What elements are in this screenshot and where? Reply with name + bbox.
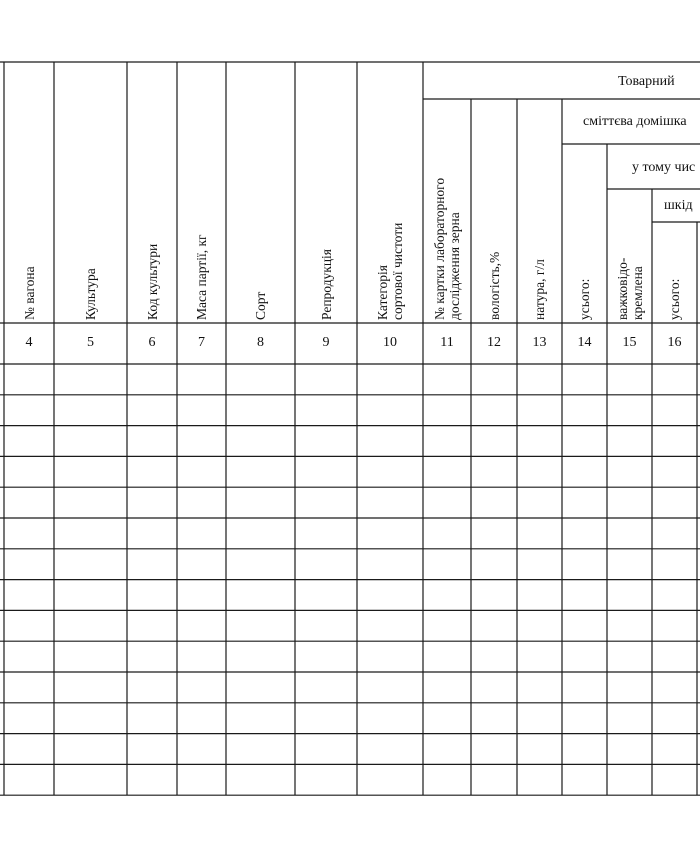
column-number-15: 15 [622,335,637,350]
table-cell[interactable] [562,672,607,703]
table-cell[interactable] [4,518,54,549]
table-cell[interactable] [226,518,295,549]
table-cell[interactable] [295,364,357,395]
column-number-10: 10 [383,335,397,350]
column-number-7: 7 [198,335,205,350]
table-cell[interactable] [295,641,357,672]
table-cell[interactable] [652,610,697,641]
table-cell[interactable] [295,487,357,518]
table-cell[interactable] [357,456,423,487]
table-cell[interactable] [607,764,652,795]
table-cell[interactable] [295,734,357,765]
table-cell[interactable] [357,734,423,765]
table-cell[interactable] [607,518,652,549]
table-cell[interactable] [54,518,127,549]
table-cell[interactable] [471,518,517,549]
table-cell[interactable] [177,641,226,672]
table-cell[interactable] [127,456,177,487]
column-header-10: Категорія сортової чистоти [375,222,405,320]
table-cell[interactable] [177,610,226,641]
column-header-4: № вагона [21,266,37,320]
table-cell[interactable] [127,426,177,457]
table-cell[interactable] [562,734,607,765]
column-header-7: Маса партії, кг [194,234,209,320]
table-cell[interactable] [357,641,423,672]
table-cell[interactable] [652,518,697,549]
table-cell[interactable] [562,487,607,518]
column-number-13: 13 [532,335,547,350]
column-header-11: № картки лабораторного дослідження зерна [432,177,462,320]
table-cell[interactable] [4,703,54,734]
table-cell[interactable] [295,395,357,426]
table-cell[interactable] [607,580,652,611]
table-cell[interactable] [517,703,562,734]
column-number-5: 5 [87,335,94,350]
table-cell[interactable] [127,703,177,734]
table-cell[interactable] [54,426,127,457]
table-cell[interactable] [54,672,127,703]
table-cell[interactable] [652,395,697,426]
table-cell[interactable] [423,764,471,795]
table-cell[interactable] [177,734,226,765]
table-cell[interactable] [652,703,697,734]
table-cell[interactable] [562,518,607,549]
table-cell[interactable] [226,703,295,734]
table-cell[interactable] [127,672,177,703]
table-cell[interactable] [607,672,652,703]
table-cell[interactable] [357,426,423,457]
column-header-12: вологість,% [486,251,502,320]
table-cell[interactable] [423,364,471,395]
table-cell[interactable] [423,549,471,580]
table-cell[interactable] [471,580,517,611]
table-cell[interactable] [517,549,562,580]
header-u-tomu-chysli: у тому чис [632,160,696,175]
table-cell[interactable] [54,580,127,611]
table-cell[interactable] [562,426,607,457]
table-cell[interactable] [423,456,471,487]
table-cell[interactable] [357,487,423,518]
table-cell[interactable] [471,456,517,487]
table-cell[interactable] [54,703,127,734]
table-cell[interactable] [4,364,54,395]
table-cell[interactable] [4,549,54,580]
table-cell[interactable] [127,580,177,611]
table-cell[interactable] [177,518,226,549]
column-number-8: 8 [257,335,264,350]
table-cell[interactable] [652,734,697,765]
table-cell[interactable] [562,610,607,641]
table-cell[interactable] [4,672,54,703]
table-cell[interactable] [4,487,54,518]
table-cell[interactable] [226,580,295,611]
table-cell[interactable] [471,549,517,580]
table-cell[interactable] [607,364,652,395]
table-cell[interactable] [607,549,652,580]
column-number-6: 6 [148,335,156,350]
column-number-16: 16 [667,335,682,350]
table-cell[interactable] [652,364,697,395]
table-cell[interactable] [562,364,607,395]
column-header-6: Код культури [144,243,160,320]
table-cell[interactable] [652,672,697,703]
table-cell[interactable] [652,641,697,672]
table-cell[interactable] [127,487,177,518]
table-cell[interactable] [423,641,471,672]
column-header-9: Репродукція [318,248,334,320]
table-cell[interactable] [177,456,226,487]
table-cell[interactable] [226,734,295,765]
table-cell[interactable] [652,487,697,518]
table-cell[interactable] [471,610,517,641]
table-cell[interactable] [54,395,127,426]
table-cell[interactable] [54,364,127,395]
table-cell[interactable] [607,641,652,672]
table-cell[interactable] [607,456,652,487]
table-cell[interactable] [517,672,562,703]
table-cell[interactable] [607,487,652,518]
table-cell[interactable] [4,395,54,426]
table-cell[interactable] [652,764,697,795]
table-cell[interactable] [357,518,423,549]
table-cell[interactable] [127,641,177,672]
table-cell[interactable] [127,734,177,765]
table-cell[interactable] [562,395,607,426]
table-cell[interactable] [4,610,54,641]
table-cell[interactable] [517,487,562,518]
table-cell[interactable] [54,641,127,672]
table-cell[interactable] [357,580,423,611]
table-cell[interactable] [4,580,54,611]
table-cell[interactable] [357,703,423,734]
table-cell[interactable] [177,764,226,795]
table-cell[interactable] [423,703,471,734]
table-cell[interactable] [423,580,471,611]
table-cell[interactable] [357,549,423,580]
table-cell[interactable] [517,764,562,795]
table-cell[interactable] [4,641,54,672]
table-cell[interactable] [226,549,295,580]
table-cell[interactable] [177,395,226,426]
table-cell[interactable] [517,734,562,765]
table-cell[interactable] [177,426,226,457]
table-cell[interactable] [423,518,471,549]
table-cell[interactable] [127,395,177,426]
header-tovarnyi: Товарний [618,74,675,89]
table-cell[interactable] [54,610,127,641]
table-cell[interactable] [423,734,471,765]
table-cell[interactable] [177,549,226,580]
table-cell[interactable] [423,487,471,518]
table-cell[interactable] [4,764,54,795]
column-number-14: 14 [577,335,592,350]
column-number-4: 4 [25,335,33,350]
table-cell[interactable] [357,764,423,795]
table-cell[interactable] [357,395,423,426]
table-cell[interactable] [226,641,295,672]
table-cell[interactable] [423,395,471,426]
table-cell[interactable] [127,610,177,641]
table-cell[interactable] [295,580,357,611]
table-cell[interactable] [295,426,357,457]
table-cell[interactable] [295,610,357,641]
table-cell[interactable] [226,426,295,457]
table-cell[interactable] [607,610,652,641]
table-cell[interactable] [295,518,357,549]
table-cell[interactable] [517,580,562,611]
table-cell[interactable] [607,426,652,457]
table-cell[interactable] [562,764,607,795]
table-cell[interactable] [226,395,295,426]
table-cell[interactable] [517,610,562,641]
table-cell[interactable] [295,456,357,487]
table-cell[interactable] [54,734,127,765]
header-smittieva-domishka: сміттєва домішка [583,114,687,129]
table-cell[interactable] [517,426,562,457]
table-cell[interactable] [4,426,54,457]
table-cell[interactable] [226,487,295,518]
table-cell[interactable] [54,456,127,487]
table-cell[interactable] [177,703,226,734]
table-cell[interactable] [471,395,517,426]
table-cell[interactable] [177,580,226,611]
table-cell[interactable] [607,703,652,734]
table-cell[interactable] [127,549,177,580]
table-cell[interactable] [226,610,295,641]
table-cell[interactable] [607,395,652,426]
table-cell[interactable] [471,734,517,765]
column-header-5: Культура [83,268,98,320]
table-cell[interactable] [562,549,607,580]
table-cell[interactable] [423,672,471,703]
table-cell[interactable] [471,364,517,395]
table-cell[interactable] [177,364,226,395]
table-cell[interactable] [607,734,652,765]
table-cell[interactable] [54,549,127,580]
table-cell[interactable] [562,703,607,734]
table-cell[interactable] [357,610,423,641]
table-cell[interactable] [562,641,607,672]
table-cell[interactable] [177,487,226,518]
table-cell[interactable] [423,426,471,457]
table-cell[interactable] [517,395,562,426]
table-cell[interactable] [562,456,607,487]
column-header-15: важковідо- кремлена [614,257,645,320]
table-cell[interactable] [471,703,517,734]
table-cell[interactable] [127,764,177,795]
column-number-11: 11 [440,335,454,350]
table-cell[interactable] [471,764,517,795]
column-header-13: натура, г/л [532,259,547,320]
table-cell[interactable] [357,672,423,703]
table-cell[interactable] [177,672,226,703]
table-cell[interactable] [652,549,697,580]
table-cell[interactable] [471,641,517,672]
table-cell[interactable] [357,364,423,395]
table-cell[interactable] [226,764,295,795]
table-cell[interactable] [652,580,697,611]
table-cell[interactable] [652,456,697,487]
table-cell[interactable] [226,672,295,703]
table-cell[interactable] [562,580,607,611]
table-cell[interactable] [4,456,54,487]
table-cell[interactable] [127,364,177,395]
table-cell[interactable] [471,487,517,518]
table-cell[interactable] [517,518,562,549]
table-cell[interactable] [4,734,54,765]
table-cell[interactable] [517,641,562,672]
column-number-12: 12 [487,335,501,350]
table-cell[interactable] [517,364,562,395]
table-cell[interactable] [54,487,127,518]
table-cell[interactable] [127,518,177,549]
header-shkidlyva: шкід [664,198,693,213]
table-cell[interactable] [295,703,357,734]
table-cell[interactable] [652,426,697,457]
column-header-14: усього: [577,278,592,320]
column-header-8: Сорт [253,291,268,320]
table-cell[interactable] [295,764,357,795]
table-cell[interactable] [295,549,357,580]
column-number-9: 9 [322,335,330,350]
table-cell[interactable] [471,672,517,703]
table-cell[interactable] [54,764,127,795]
table-cell[interactable] [423,610,471,641]
table-cell[interactable] [471,426,517,457]
table-cell[interactable] [517,456,562,487]
column-header-16: усього: [667,278,682,320]
table-cell[interactable] [295,672,357,703]
table-cell[interactable] [226,456,295,487]
table-cell[interactable] [226,364,295,395]
